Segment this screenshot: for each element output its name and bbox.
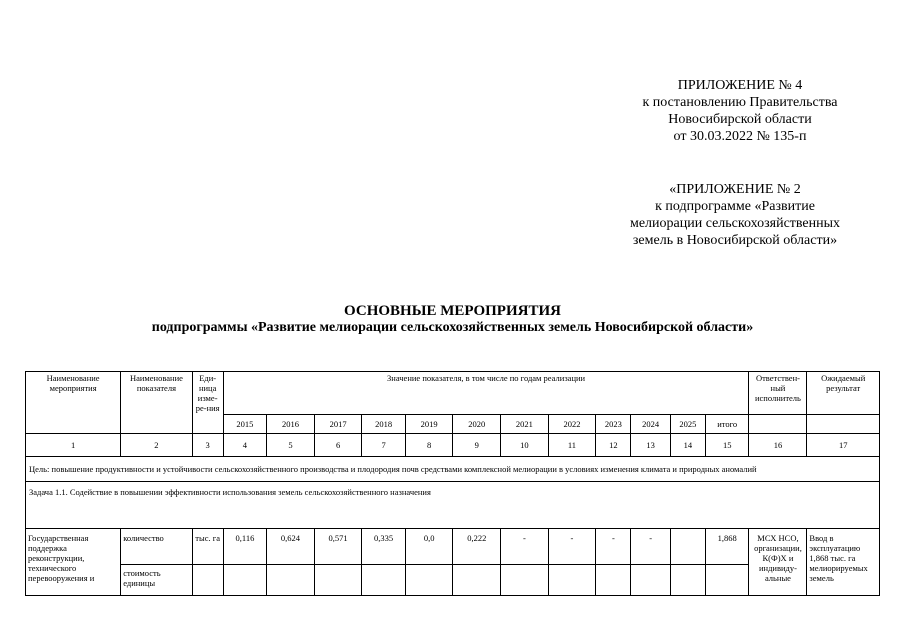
empty-cell [192,565,223,596]
value-cell: 0,624 [267,529,315,565]
empty-cell [223,565,266,596]
header-empty-cell [749,415,807,434]
header-indicator-name: Наименование показателя [121,372,192,434]
value-cell: - [501,529,549,565]
empty-cell [453,565,501,596]
header-total: итого [705,415,748,434]
empty-cell [314,565,362,596]
empty-cell [705,565,748,596]
value-cell: - [548,529,596,565]
header-year: 2019 [405,415,453,434]
task-text: Задача 1.1. Содействие в повышении эффективности использования земель сельскохозяйственного назначения [26,482,880,529]
value-cell: 0,571 [314,529,362,565]
column-number: 5 [267,434,315,457]
column-number: 12 [596,434,631,457]
header-year: 2015 [223,415,266,434]
empty-cell [362,565,405,596]
appendix-4-header [615,77,865,145]
column-number: 10 [501,434,549,457]
value-cell: 0,116 [223,529,266,565]
column-number: 8 [405,434,453,457]
appendix-2-line1: «ПРИЛОЖЕНИЕ № 2 [669,182,801,197]
column-number: 17 [807,434,880,457]
indicator-name-cell: количество [121,529,192,565]
appendix-4-line1: ПРИЛОЖЕНИЕ № 4 [677,78,803,93]
appendix-4-line3: Новосибирской области [668,112,812,127]
appendix-2-header [610,181,860,249]
event-name-cell: Государственная поддержка реконструкции, технического перевооружения и [26,529,121,596]
value-cell: - [631,529,670,565]
column-number: 9 [453,434,501,457]
goal-text: Цель: повышение продуктивности и устойчивости сельскохозяйственного производства и плодородия почв средствами комплексной мелиорации в условиях изменения климата и природных аномалий [26,457,880,482]
value-cell [670,529,705,565]
document-title: ОСНОВНЫЕ МЕРОПРИЯТИЯ [344,303,561,319]
header-event-name: Наименование мероприятия [26,372,121,434]
header-expected-result: Ожидаемый результат [807,372,880,415]
header-year: 2025 [670,415,705,434]
column-number: 1 [26,434,121,457]
events-table [25,371,880,596]
appendix-2-line4: земель в Новосибирской области» [632,233,838,248]
header-year: 2017 [314,415,362,434]
appendix-4-line2: к постановлению Правительства [642,95,838,110]
header-unit: Еди-ница изме-ре-ния [192,372,223,434]
header-year: 2022 [548,415,596,434]
appendix-2-line2: к подпрограмме «Развитие [655,199,815,214]
empty-cell [596,565,631,596]
column-number: 6 [314,434,362,457]
header-year: 2018 [362,415,405,434]
goal-row [26,457,880,482]
header-year: 2016 [267,415,315,434]
value-cell: 0,0 [405,529,453,565]
column-number: 14 [670,434,705,457]
value-cell: - [596,529,631,565]
column-number: 4 [223,434,266,457]
empty-cell [405,565,453,596]
empty-cell [267,565,315,596]
table-row [26,529,880,565]
value-cell: 0,222 [453,529,501,565]
column-number: 3 [192,434,223,457]
document-subtitle: подпрограммы «Развитие мелиорации сельскохозяйственных земель Новосибирской области» [151,320,754,335]
task-row [26,482,880,529]
header-empty-cell [807,415,880,434]
responsible-cell: МСХ НСО, организации, К(Ф)Х и индивиду-альные [749,529,807,596]
empty-cell [548,565,596,596]
appendix-4-line4: от 30.03.2022 № 135-п [673,129,807,144]
column-numbers-row [26,434,880,457]
column-number: 15 [705,434,748,457]
header-row [26,372,880,415]
column-number: 2 [121,434,192,457]
header-values-group: Значение показателя, в том числе по годам реализации [223,372,749,415]
header-responsible: Ответствен-ный исполнитель [749,372,807,415]
total-value-cell: 1,868 [705,529,748,565]
empty-cell [631,565,670,596]
appendix-2-line3: мелиорации сельскохозяйственных [629,216,841,231]
empty-cell [501,565,549,596]
header-year: 2020 [453,415,501,434]
column-number: 11 [548,434,596,457]
column-number: 16 [749,434,807,457]
value-cell: 0,335 [362,529,405,565]
header-year: 2021 [501,415,549,434]
column-number: 13 [631,434,670,457]
empty-cell [670,565,705,596]
header-year: 2023 [596,415,631,434]
expected-result-cell: Ввод в эксплуатацию 1,868 тыс. га мелиорируемых земель [807,529,880,596]
indicator-name-cell: стоимость единицы [121,565,192,596]
unit-cell: тыс. га [192,529,223,565]
column-number: 7 [362,434,405,457]
header-year: 2024 [631,415,670,434]
